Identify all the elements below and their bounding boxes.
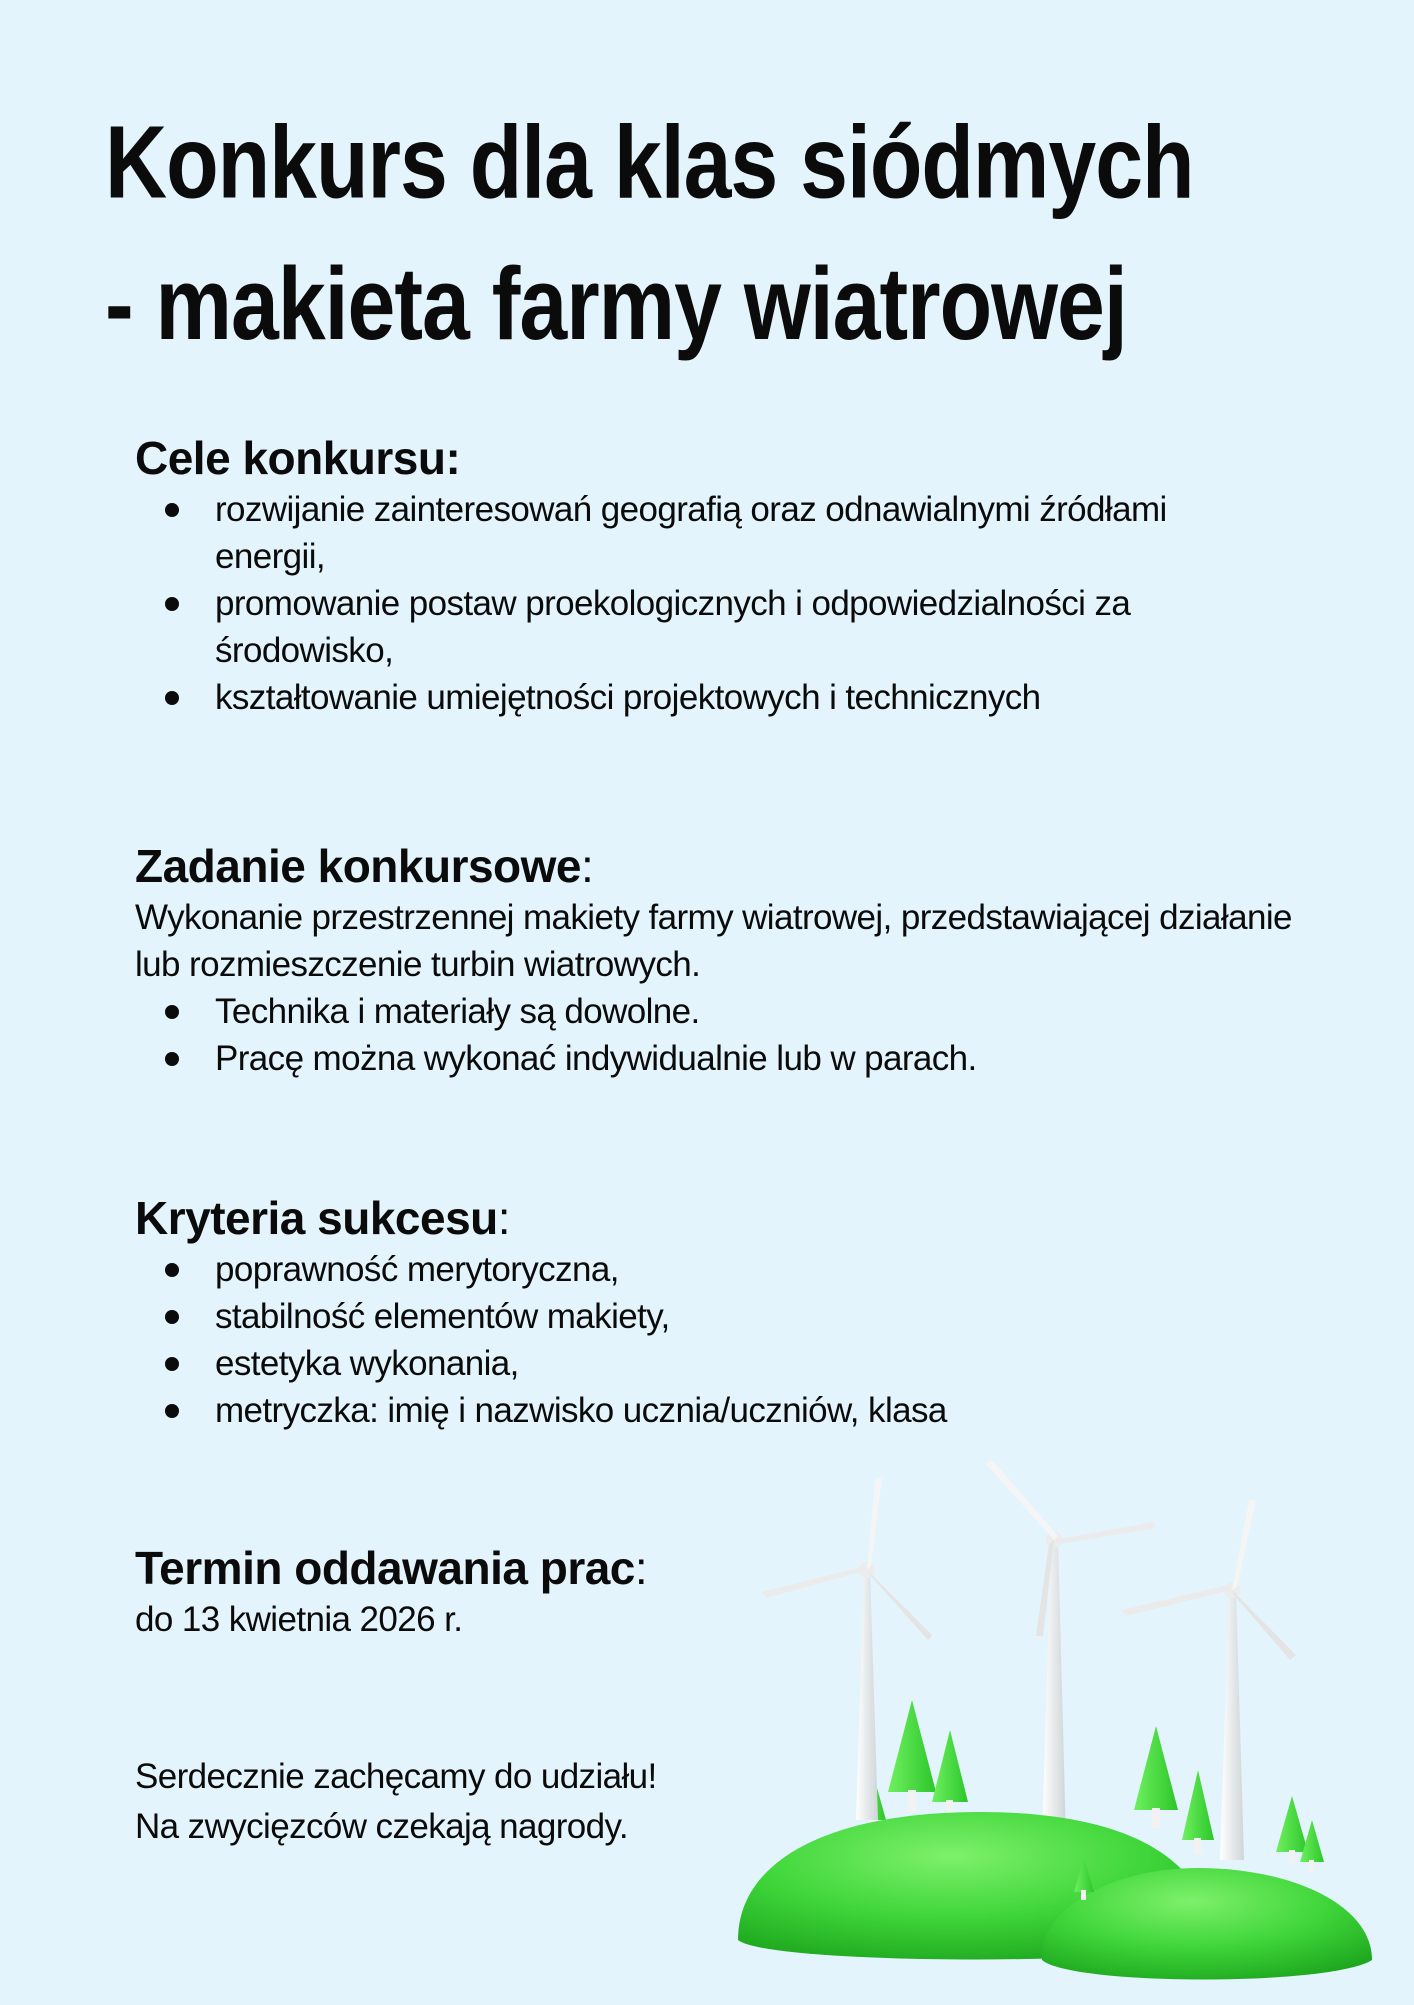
- deadline-date: do 13 kwietnia 2026 r.: [135, 1600, 463, 1639]
- list-item: rozwijanie zainteresowań geografią oraz odnawialnymi źródłami energii,: [135, 486, 1275, 580]
- task-heading: [135, 838, 1295, 894]
- goals-heading-colon: :: [445, 432, 461, 484]
- task-list: [135, 988, 1295, 1082]
- task-description: Wykonanie przestrzennej makiety farmy wiatrowej, przedstawiającej działanie lub rozmieszczenie turbin wiatrowych.: [135, 898, 1292, 984]
- list-item: metryczka: imię i nazwisko ucznia/uczniów, klasa: [135, 1387, 947, 1434]
- list-item: promowanie postaw proekologicznych i odpowiedzialności za środowisko,: [135, 580, 1275, 674]
- closing-line-1: Serdecznie zachęcamy do udziału!: [135, 1757, 657, 1796]
- task-section: [135, 838, 1295, 1082]
- tree-icon: [1182, 1770, 1214, 1854]
- tree-icon: [932, 1730, 968, 1818]
- criteria-list: [135, 1246, 947, 1434]
- criteria-section: [135, 1190, 947, 1434]
- list-item: Technika i materiały są dowolne.: [135, 988, 1295, 1035]
- goals-list: [135, 486, 1275, 721]
- closing-line-2: Na zwycięzców czekają nagrody.: [135, 1807, 628, 1846]
- tree-icon: [1134, 1726, 1178, 1828]
- wind-farm-icon: [720, 1440, 1400, 2000]
- criteria-heading-text: Kryteria sukcesu: [135, 1192, 498, 1244]
- goals-heading-text: Cele konkursu: [135, 432, 446, 484]
- task-heading-colon: :: [581, 840, 594, 892]
- list-item: stabilność elementów makiety,: [135, 1293, 947, 1340]
- goals-section: [135, 430, 1275, 721]
- list-item: Pracę można wykonać indywidualnie lub w parach.: [135, 1035, 1295, 1082]
- criteria-heading: [135, 1190, 947, 1246]
- wind-turbine-icon: [986, 1460, 1156, 1840]
- poster-title-line-2: - makieta farmy wiatrowej: [105, 246, 1127, 362]
- list-item: kształtowanie umiejętności projektowych i technicznych: [135, 674, 1275, 721]
- poster-title: [105, 92, 1335, 375]
- deadline-heading-colon: :: [634, 1542, 648, 1594]
- list-item: poprawność merytoryczna,: [135, 1246, 947, 1293]
- task-heading-text: Zadanie konkursowe: [135, 840, 582, 892]
- deadline-heading: [135, 1540, 647, 1596]
- wind-farm-illustration: [720, 1440, 1400, 2000]
- goals-heading: [135, 430, 1275, 486]
- list-item: estetyka wykonania,: [135, 1340, 947, 1387]
- closing-section: [135, 1752, 657, 1852]
- deadline-heading-text: Termin oddawania prac: [135, 1542, 635, 1594]
- tree-icon: [888, 1700, 936, 1812]
- deadline-section: [135, 1540, 647, 1643]
- criteria-heading-colon: :: [497, 1192, 511, 1244]
- poster-title-line-1: Konkurs dla klas siódmych: [105, 105, 1194, 221]
